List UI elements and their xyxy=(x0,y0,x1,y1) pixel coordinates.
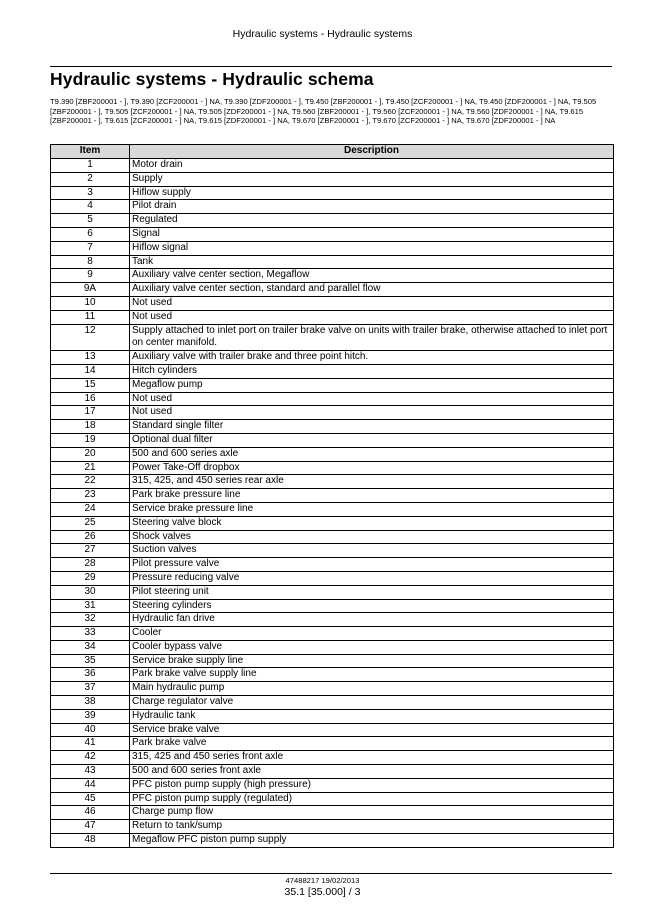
item-description-cell: PFC piston pump supply (high pressure) xyxy=(130,778,614,792)
column-header-item: Item xyxy=(51,145,130,159)
item-description-cell: Service brake valve xyxy=(130,723,614,737)
table-header-row xyxy=(51,145,614,159)
running-header: Hydraulic systems - Hydraulic systems xyxy=(232,28,413,40)
table-row xyxy=(51,255,614,269)
item-description-cell: Park brake pressure line xyxy=(130,489,614,503)
table-row xyxy=(51,806,614,820)
item-description-cell: Megaflow PFC piston pump supply xyxy=(130,834,614,848)
item-description-cell: Charge regulator valve xyxy=(130,696,614,710)
item-description-cell: Tank xyxy=(130,255,614,269)
item-number-cell: 23 xyxy=(51,489,130,503)
item-number-cell: 16 xyxy=(51,392,130,406)
table-row xyxy=(51,737,614,751)
item-description-cell: Main hydraulic pump xyxy=(130,682,614,696)
table-row xyxy=(51,296,614,310)
table-row xyxy=(51,627,614,641)
item-number-cell: 29 xyxy=(51,571,130,585)
item-number-cell: 38 xyxy=(51,696,130,710)
table-row xyxy=(51,351,614,365)
item-number-cell: 22 xyxy=(51,475,130,489)
item-number-cell: 9 xyxy=(51,269,130,283)
item-number-cell: 1 xyxy=(51,159,130,173)
table-row xyxy=(51,433,614,447)
footer-document-reference: 47488217 19/02/2013 xyxy=(285,876,360,885)
item-number-cell: 18 xyxy=(51,420,130,434)
table-row xyxy=(51,585,614,599)
item-number-cell: 35 xyxy=(51,654,130,668)
item-description-cell: Steering cylinders xyxy=(130,599,614,613)
item-number-cell: 41 xyxy=(51,737,130,751)
item-number-cell: 12 xyxy=(51,324,130,351)
table-row xyxy=(51,834,614,848)
item-number-cell: 20 xyxy=(51,447,130,461)
table-row xyxy=(51,310,614,324)
item-description-cell: Signal xyxy=(130,227,614,241)
table-row xyxy=(51,820,614,834)
table-row xyxy=(51,475,614,489)
table-body xyxy=(51,159,614,848)
table-row xyxy=(51,489,614,503)
item-number-cell: 31 xyxy=(51,599,130,613)
item-description-cell: Supply xyxy=(130,172,614,186)
item-description-cell: Auxiliary valve with trailer brake and three point hitch. xyxy=(130,351,614,365)
item-description-cell: Steering valve block xyxy=(130,516,614,530)
item-number-cell: 15 xyxy=(51,378,130,392)
item-description-cell: Pilot pressure valve xyxy=(130,558,614,572)
item-number-cell: 17 xyxy=(51,406,130,420)
item-description-cell: Pilot steering unit xyxy=(130,585,614,599)
item-number-cell: 40 xyxy=(51,723,130,737)
item-number-cell: 14 xyxy=(51,364,130,378)
table-row xyxy=(51,558,614,572)
item-number-cell: 3 xyxy=(51,186,130,200)
item-number-cell: 39 xyxy=(51,709,130,723)
table-row xyxy=(51,364,614,378)
table-row xyxy=(51,502,614,516)
item-description-table xyxy=(50,144,614,848)
item-description-cell: Regulated xyxy=(130,214,614,228)
item-description-cell: Megaflow pump xyxy=(130,378,614,392)
table-row xyxy=(51,765,614,779)
item-description-cell: Return to tank/sump xyxy=(130,820,614,834)
item-description-cell: Not used xyxy=(130,406,614,420)
table-row xyxy=(51,420,614,434)
item-description-cell: Hitch cylinders xyxy=(130,364,614,378)
item-description-cell: Shock valves xyxy=(130,530,614,544)
item-number-cell: 28 xyxy=(51,558,130,572)
table-row xyxy=(51,544,614,558)
item-description-cell: 315, 425, and 450 series rear axle xyxy=(130,475,614,489)
item-number-cell: 4 xyxy=(51,200,130,214)
item-number-cell: 21 xyxy=(51,461,130,475)
table-row xyxy=(51,530,614,544)
table-row xyxy=(51,723,614,737)
item-description-cell: Pressure reducing valve xyxy=(130,571,614,585)
item-number-cell: 24 xyxy=(51,502,130,516)
item-description-cell: Cooler bypass valve xyxy=(130,640,614,654)
item-number-cell: 13 xyxy=(51,351,130,365)
item-description-cell: Cooler xyxy=(130,627,614,641)
table-row xyxy=(51,283,614,297)
table-row xyxy=(51,792,614,806)
footer-page-reference: 35.1 [35.000] / 3 xyxy=(284,886,361,898)
item-number-cell: 37 xyxy=(51,682,130,696)
item-number-cell: 36 xyxy=(51,668,130,682)
item-number-cell: 9A xyxy=(51,283,130,297)
table-row xyxy=(51,654,614,668)
item-number-cell: 48 xyxy=(51,834,130,848)
item-number-cell: 30 xyxy=(51,585,130,599)
item-number-cell: 7 xyxy=(51,241,130,255)
table-row xyxy=(51,696,614,710)
table-row xyxy=(51,599,614,613)
item-number-cell: 5 xyxy=(51,214,130,228)
item-description-cell: Supply attached to inlet port on trailer brake valve on units with trailer brake, otherwise attached to inlet port on center manifold. xyxy=(130,324,614,351)
table-row xyxy=(51,378,614,392)
item-description-cell: PFC piston pump supply (regulated) xyxy=(130,792,614,806)
item-description-cell: Power Take-Off dropbox xyxy=(130,461,614,475)
item-number-cell: 25 xyxy=(51,516,130,530)
item-description-cell: Hydraulic tank xyxy=(130,709,614,723)
table-row xyxy=(51,406,614,420)
item-description-cell: Standard single filter xyxy=(130,420,614,434)
item-description-cell: Pilot drain xyxy=(130,200,614,214)
table-row xyxy=(51,640,614,654)
item-description-cell: 500 and 600 series axle xyxy=(130,447,614,461)
item-description-cell: Auxiliary valve center section, standard and parallel flow xyxy=(130,283,614,297)
item-description-cell: Hiflow signal xyxy=(130,241,614,255)
header-rule xyxy=(50,66,612,67)
item-number-cell: 19 xyxy=(51,433,130,447)
item-description-cell: Auxiliary valve center section, Megaflow xyxy=(130,269,614,283)
table-row xyxy=(51,214,614,228)
item-description-cell: Service brake supply line xyxy=(130,654,614,668)
item-description-cell: Charge pump flow xyxy=(130,806,614,820)
table-row xyxy=(51,668,614,682)
item-number-cell: 44 xyxy=(51,778,130,792)
item-number-cell: 6 xyxy=(51,227,130,241)
table-row xyxy=(51,324,614,351)
item-description-cell: Hiflow supply xyxy=(130,186,614,200)
table-row xyxy=(51,682,614,696)
item-description-cell: Hydraulic fan drive xyxy=(130,613,614,627)
table-row xyxy=(51,200,614,214)
item-description-cell: Optional dual filter xyxy=(130,433,614,447)
item-number-cell: 32 xyxy=(51,613,130,627)
item-number-cell: 46 xyxy=(51,806,130,820)
item-description-cell: Not used xyxy=(130,310,614,324)
footer-rule xyxy=(50,873,612,874)
item-number-cell: 47 xyxy=(51,820,130,834)
table-row xyxy=(51,751,614,765)
item-number-cell: 42 xyxy=(51,751,130,765)
table-row xyxy=(51,172,614,186)
item-description-cell: 500 and 600 series front axle xyxy=(130,765,614,779)
table-row xyxy=(51,159,614,173)
column-header-description: Description xyxy=(130,145,614,159)
item-description-cell: Service brake pressure line xyxy=(130,502,614,516)
table-row xyxy=(51,241,614,255)
table-row xyxy=(51,709,614,723)
item-description-cell: Park brake valve xyxy=(130,737,614,751)
item-number-cell: 27 xyxy=(51,544,130,558)
table-row xyxy=(51,461,614,475)
item-number-cell: 43 xyxy=(51,765,130,779)
table-row xyxy=(51,227,614,241)
item-description-cell: Not used xyxy=(130,296,614,310)
table-row xyxy=(51,613,614,627)
table-row xyxy=(51,186,614,200)
item-number-cell: 2 xyxy=(51,172,130,186)
item-number-cell: 45 xyxy=(51,792,130,806)
table-row xyxy=(51,447,614,461)
item-description-cell: 315, 425 and 450 series front axle xyxy=(130,751,614,765)
item-number-cell: 26 xyxy=(51,530,130,544)
table-row xyxy=(51,269,614,283)
item-number-cell: 8 xyxy=(51,255,130,269)
item-description-cell: Motor drain xyxy=(130,159,614,173)
item-description-cell: Not used xyxy=(130,392,614,406)
item-number-cell: 11 xyxy=(51,310,130,324)
table-row xyxy=(51,392,614,406)
model-applicability-text: T9.390 [ZBF200001 - ], T9.390 [ZCF200001 - ] NA, T9.390 [ZDF200001 - ], T9.450 [ZBF200001 - ], T9.450 [ZCF200001 - ] NA, T9.450 [ZDF200001 - ] NA, T9.505 [ZBF200001 - ], T9.505 [ZCF200001 - ] NA, T9.505 [ZDF200001 - ] NA, T9.560 [ZBF200001 - ], T9.560 [ZCF200001 - ] NA, T9.560 [ZDF200001 - ] NA, T9.615 [ZBF200001 - ], T9.615 [ZCF200001 - ] NA, T9.615 [ZDF200001 - ] NA, T9.670 [ZBF200001 - ], T9.670 [ZCF200001 - ] NA, T9.670 [ZDF200001 - ] NA xyxy=(50,97,597,126)
item-description-cell: Suction valves xyxy=(130,544,614,558)
page-title: Hydraulic systems - Hydraulic schema xyxy=(50,69,374,89)
item-number-cell: 10 xyxy=(51,296,130,310)
table-row xyxy=(51,778,614,792)
item-description-cell: Park brake valve supply line xyxy=(130,668,614,682)
item-number-cell: 34 xyxy=(51,640,130,654)
table-row xyxy=(51,571,614,585)
item-number-cell: 33 xyxy=(51,627,130,641)
table-row xyxy=(51,516,614,530)
